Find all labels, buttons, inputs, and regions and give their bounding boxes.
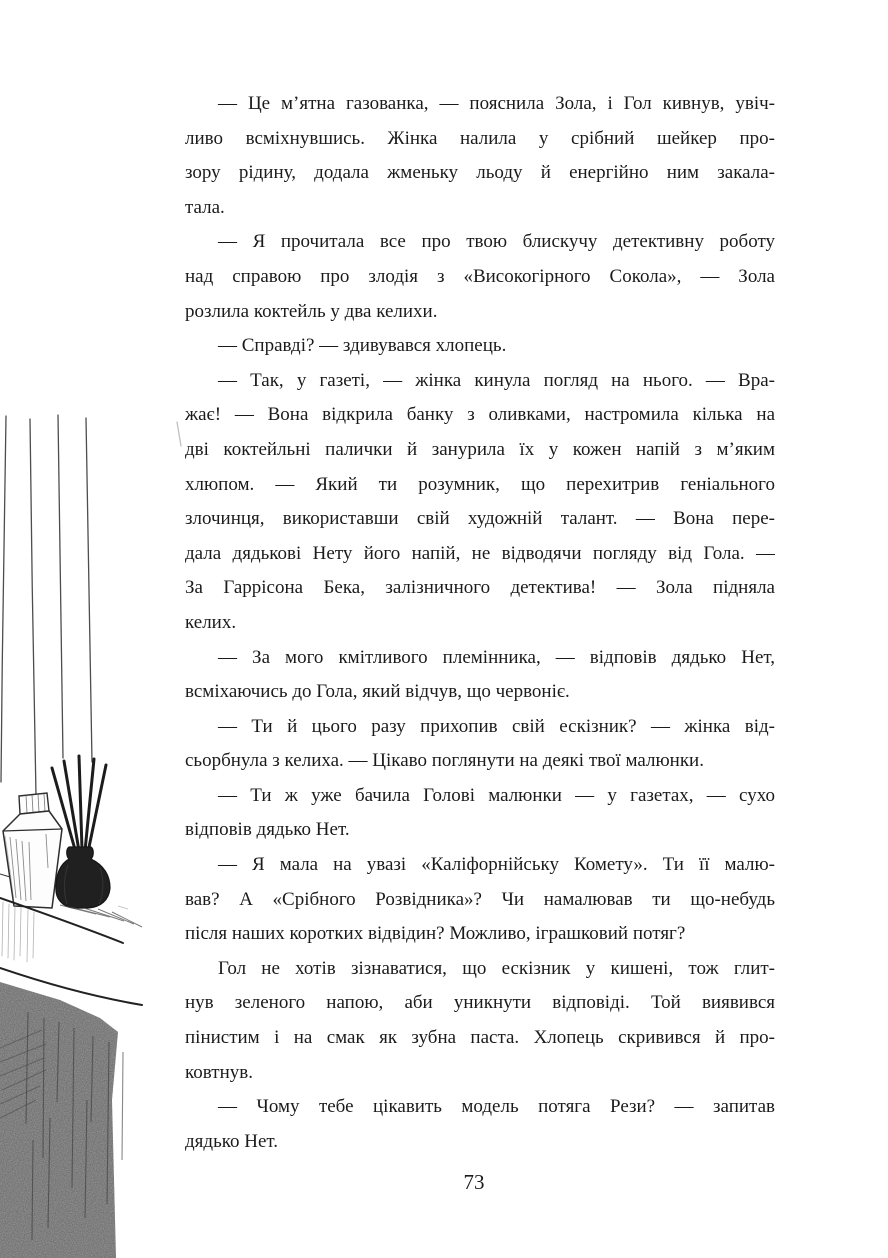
text-line: келих.: [185, 611, 237, 633]
text-line: хлюпом. — Який ти розумник, що перехитрив геніального: [185, 473, 775, 495]
text-line: дві коктейльні палички й занурила їх у кожен напій з м’яким: [185, 438, 775, 460]
text-line: — Я прочитала все про твою блискучу детективну роботу: [218, 231, 775, 253]
cocktail-shaker-sketch: [3, 793, 62, 908]
text-line: сьорбнула з келиха. — Цікаво поглянути на деякі твої малюнки.: [185, 750, 704, 772]
text-line: — Так, у газеті, — жінка кинула погляд на нього. — Вра-: [218, 369, 775, 391]
page-text: [185, 87, 775, 1159]
shelf-back-edge: [0, 874, 10, 877]
text-line: всміхаючись до Гола, який відчув, що червоніє.: [185, 681, 570, 703]
text-line: розлила коктейль у два келихи.: [185, 300, 438, 322]
text-line: — Ти й цього разу прихопив свій ескізник? — жінка від-: [218, 715, 775, 737]
text-line: Гол не хотів зізнаватися, що ескізник у кишені, тож глит-: [218, 957, 775, 979]
text-line: — Чому тебе цікавить модель потяга Рези? — запитав: [218, 1096, 775, 1118]
text-line: ливо всміхнувшись. Жінка налила у срібний шейкер про-: [185, 127, 775, 149]
text-line: тала.: [185, 196, 225, 218]
text-line: — Це м’ятна газованка, — пояснила Зола, і Гол кивнув, увіч-: [218, 93, 775, 114]
text-line: — Я мала на увазі «Каліфорнійську Комету». Ти її малю-: [218, 854, 775, 876]
text-line: злочинця, використавши свій художній талант. — Вона пере-: [185, 508, 775, 530]
text-line: вав? А «Срібного Розвідника»? Чи намалював ти що-небудь: [185, 888, 775, 910]
text-line: — Справді? — здивувався хлопець.: [218, 335, 507, 357]
text-line: — За мого кмітливого племінника, — відповів дядько Нет,: [218, 646, 775, 668]
text-line: пінистим і на смак як зубна паста. Хлопець скривився й про-: [185, 1027, 775, 1049]
text-line: після наших коротких відвідин? Можливо, іграшковий потяг?: [185, 923, 686, 945]
text-line: ковтнув.: [185, 1061, 253, 1083]
shelf-sketch-illustration: [0, 400, 190, 1258]
reed-diffuser-vase-sketch: [56, 847, 110, 908]
floor-shading-sketch: [0, 982, 123, 1258]
text-line: За Гаррісона Бека, залізничного детектива! — Зола підняла: [185, 577, 775, 599]
text-line: дала дядькові Нету його напій, не відводячи погляду від Гола. —: [185, 542, 775, 564]
text-line: над справою про злодія з «Високогірного Сокола», — Зола: [185, 265, 775, 287]
text-line: — Ти ж уже бачила Голові малюнки — у газетах, — сухо: [218, 784, 775, 806]
text-line: дядько Нет.: [185, 1130, 279, 1152]
wall-lines-sketch: [1, 415, 181, 796]
text-line: нув зеленого напою, аби уникнути відповіді. Той виявився: [185, 992, 775, 1014]
page-number: 73: [463, 1170, 485, 1194]
text-line: зору рідину, додала жменьку льоду й енергійно ним закала-: [185, 162, 775, 184]
text-line: відповів дядько Нет.: [185, 819, 350, 841]
text-line: жає! — Вона відкрила банку з оливками, настромила кілька на: [185, 404, 775, 426]
